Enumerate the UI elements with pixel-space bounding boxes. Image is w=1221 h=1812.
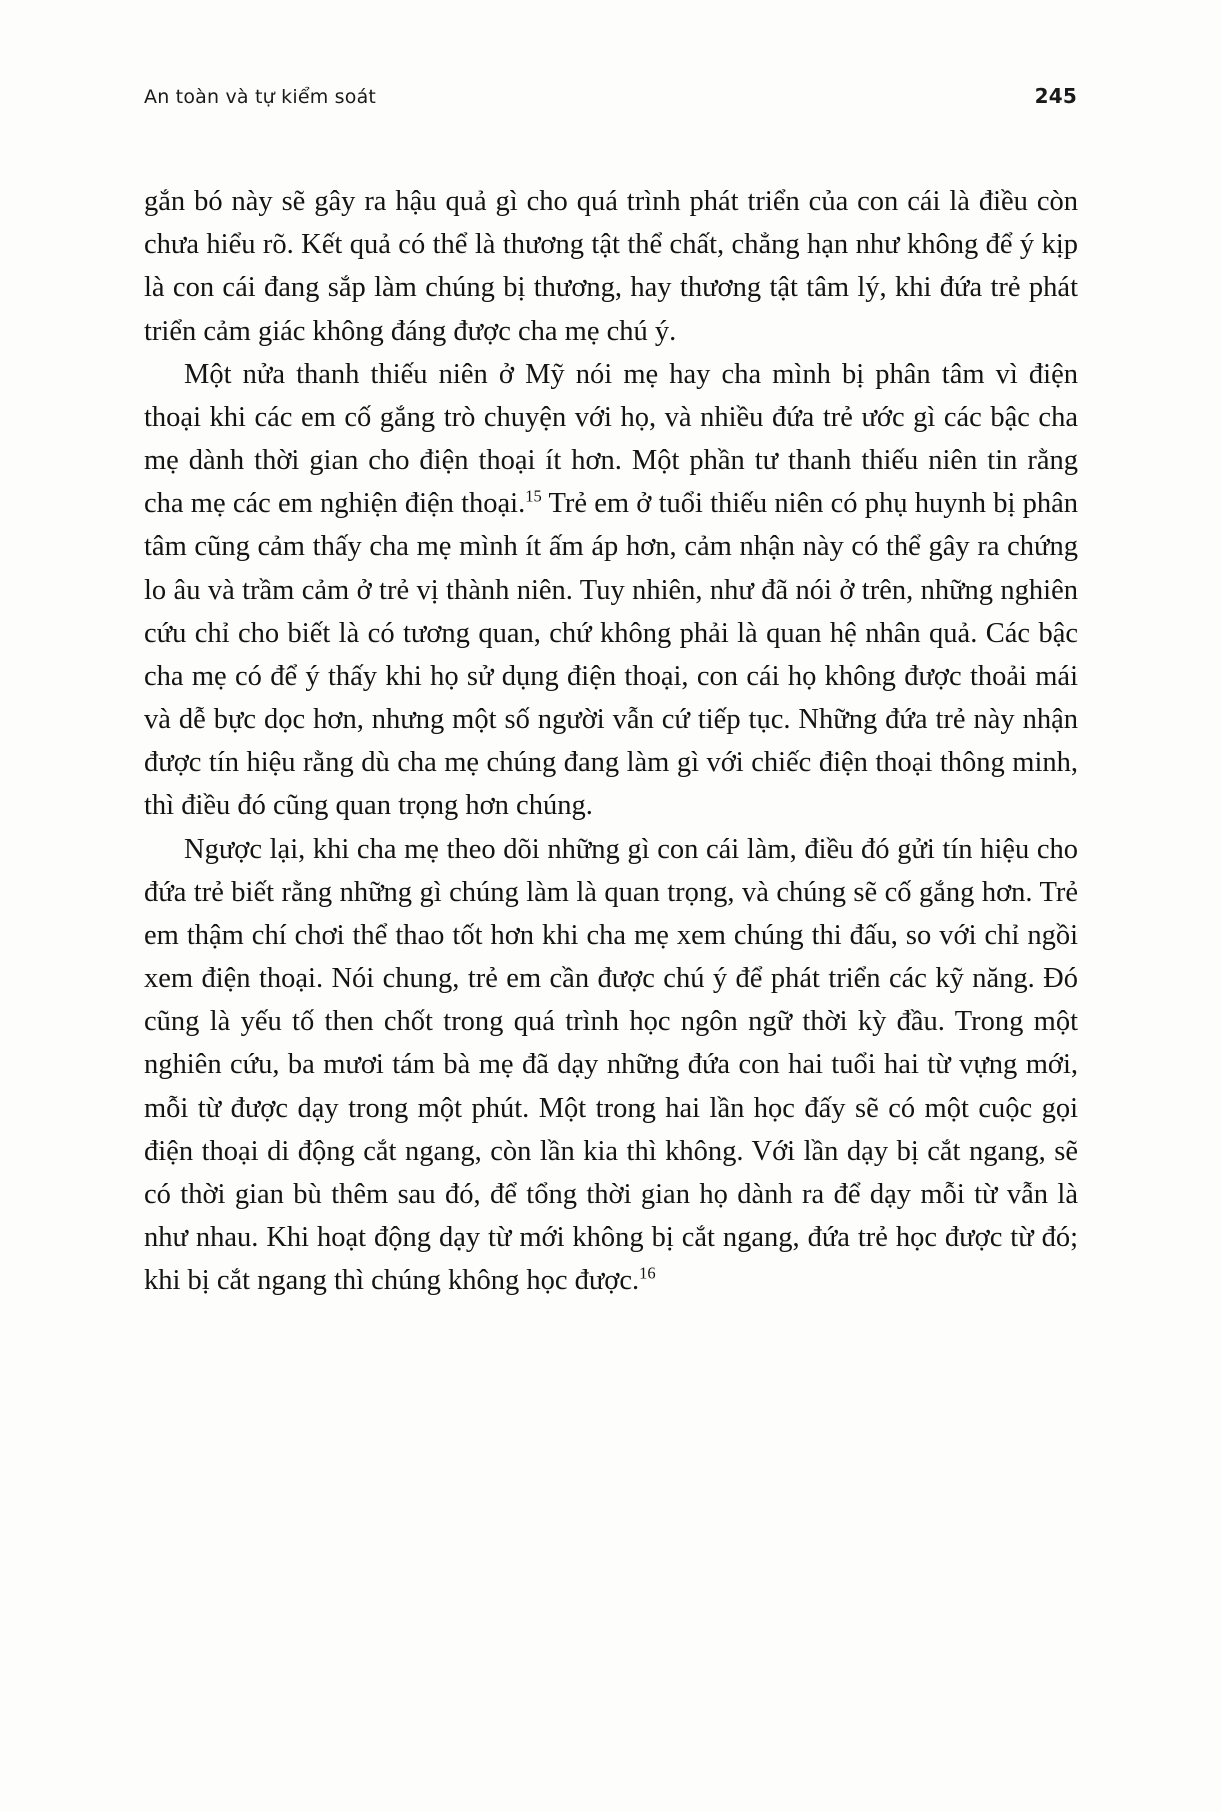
page-number: 245 <box>1034 84 1077 108</box>
paragraph <box>144 180 1078 353</box>
paragraph-text: Một nửa thanh thiếu niên ở Mỹ nói mẹ hay cha mình bị phân tâm vì điện thoại khi các em cố gắng trò chuyện với họ, và nhiều đứa trẻ ước gì các bậc cha mẹ dành thời gian cho điện thoại ít hơn. Một phần tư thanh thiếu niên tin rằng cha mẹ các em nghiện điện thoại. <box>144 358 1078 520</box>
footnote-marker: 15 <box>525 486 542 506</box>
running-head <box>144 84 1077 108</box>
chapter-title: An toàn và tự kiểm soát <box>144 86 377 108</box>
paragraph-text: Ngược lại, khi cha mẹ theo dõi những gì con cái làm, điều đó gửi tín hiệu cho đứa trẻ biết rằng những gì chúng làm là quan trọng, và chúng sẽ cố gắng hơn. Trẻ em thậm chí chơi thể thao tốt hơn khi cha mẹ xem chúng thi đấu, so với chỉ ngồi xem điện thoại. Nói chung, trẻ em cần được chú ý để phát triển các kỹ năng. Đó cũng là yếu tố then chốt trong quá trình học ngôn ngữ thời kỳ đầu. Trong một nghiên cứu, ba mươi tám bà mẹ đã dạy những đứa con hai tuổi hai từ vựng mới, mỗi từ được dạy trong một phút. Một trong hai lần học đấy sẽ có một cuộc gọi điện thoại di động cắt ngang, còn lần kia thì không. Với lần dạy bị cắt ngang, sẽ có thời gian bù thêm sau đó, để tổng thời gian họ dành ra để dạy mỗi từ vẫn là như nhau. Khi hoạt động dạy từ mới không bị cắt ngang, đứa trẻ học được từ đó; khi bị cắt ngang thì chúng không học được. <box>144 833 1078 1297</box>
paragraph <box>144 353 1078 828</box>
footnote-marker: 16 <box>639 1263 656 1283</box>
paragraph <box>144 828 1078 1303</box>
paragraph-text: gắn bó này sẽ gây ra hậu quả gì cho quá trình phát triển của con cái là điều còn chưa hiểu rõ. Kết quả có thể là thương tật thể chất, chẳng hạn như không để ý kịp là con cái đang sắp làm chúng bị thương, hay thương tật tâm lý, khi đứa trẻ phát triển cảm giác không đáng được cha mẹ chú ý. <box>144 186 1078 347</box>
paragraph-text-continued: Trẻ em ở tuổi thiếu niên có phụ huynh bị phân tâm cũng cảm thấy cha mẹ mình ít ấm áp hơn, cảm nhận này có thể gây ra chứng lo âu và trầm cảm ở trẻ vị thành niên. Tuy nhiên, như đã nói ở trên, những nghiên cứu chỉ cho biết là có tương quan, chứ không phải là quan hệ nhân quả. Các bậc cha mẹ có để ý thấy khi họ sử dụng điện thoại, con cái họ không được thoải mái và dễ bực dọc hơn, nhưng một số người vẫn cứ tiếp tục. Những đứa trẻ này nhận được tín hiệu rằng dù cha mẹ chúng đang làm gì với chiếc điện thoại thông minh, thì điều đó cũng quan trọng hơn chúng. <box>144 488 1078 822</box>
body-text <box>144 180 1078 1302</box>
